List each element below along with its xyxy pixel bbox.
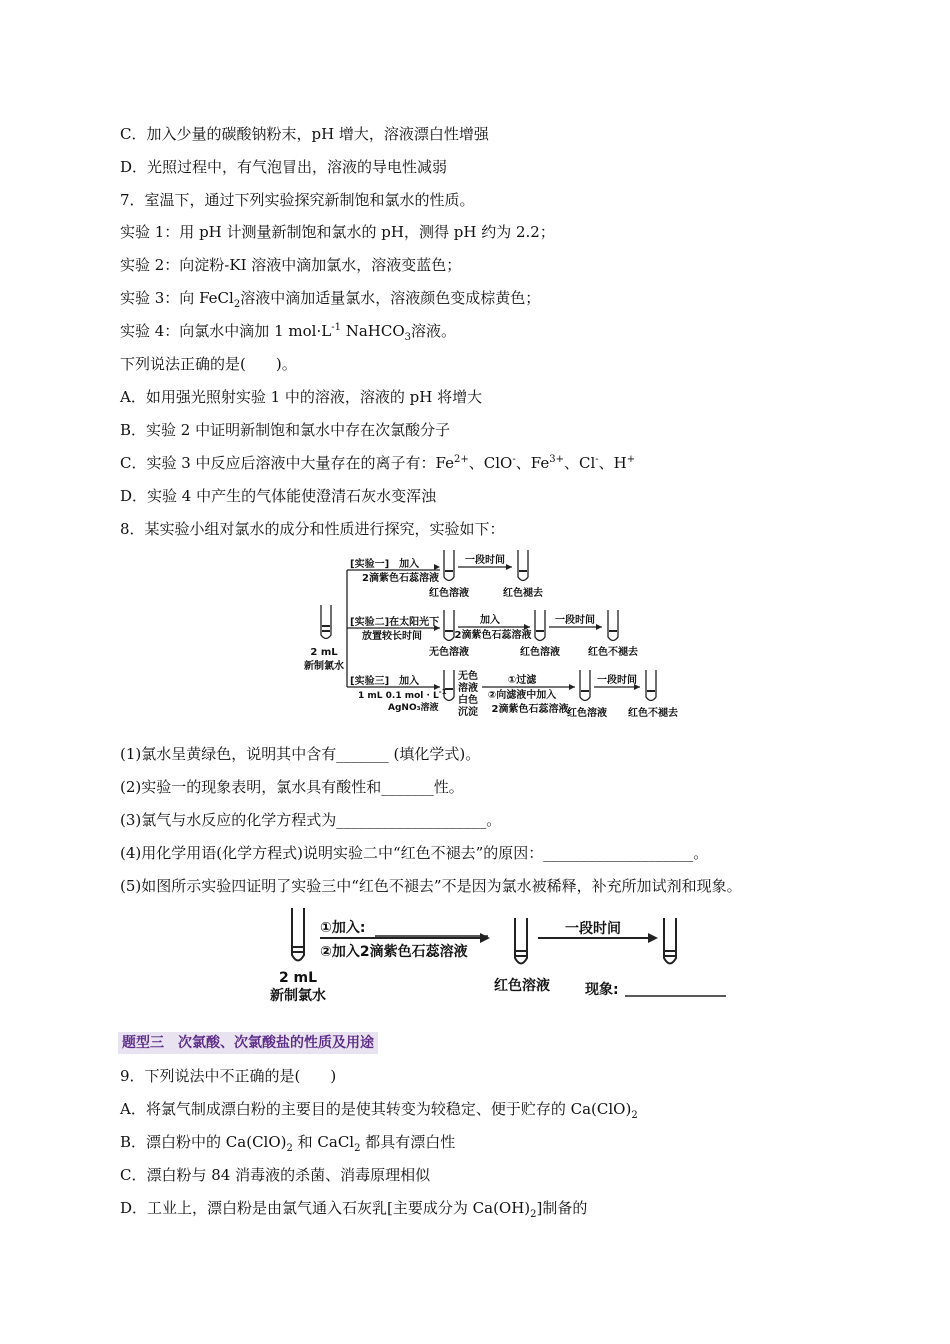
diagram1-exp1-time: 一段时间 — [465, 555, 505, 566]
exp1-tube-2-icon — [518, 550, 528, 581]
diagram1-exp3-label: [实验三] 加入 — [350, 676, 420, 687]
diagram1-exp3-step3: 2滴紫色石蕊溶液 — [491, 704, 569, 715]
q7-experiment-4: 实验 4：向氯水中滴加 1 $mol\cdot L^{-1}$ NaHCO$_3$溶液。 — [120, 322, 457, 343]
diagram2-source-name: 新制氯水 — [270, 988, 326, 1004]
diagram1-exp3-reagent1: 1 mL 0.1 mol · L — [358, 691, 439, 701]
experiment-4-diagram — [260, 900, 740, 1010]
q6-option-c: C．加入少量的碳酸钠粉末，pH 增大，溶液漂白性增强 — [120, 125, 489, 143]
diagram2-time: 一段时间 — [565, 921, 621, 937]
exp1-tube-1-icon — [444, 550, 454, 581]
section-3-title: 题型三 次氯酸、次氯酸盐的性质及用途 — [118, 1032, 378, 1054]
diagram1-exp3-obs3: 白色 — [458, 695, 478, 706]
q8-stem: 8．某实验小组对氯水的成分和性质进行探究，实验如下： — [120, 520, 505, 538]
diagram1-exp1-result1: 红色溶液 — [429, 588, 469, 599]
q7-stem: 7．室温下，通过下列实验探究新制饱和氯水的性质。 — [120, 191, 475, 209]
exp3-tube-3-icon — [646, 670, 656, 701]
q9-option-a: A．将氯气制成漂白粉的主要目的是使其转变为较稳定、便于贮存的 $Ca(ClO)_2$ — [120, 1100, 638, 1121]
diagram2-result1: 红色溶液 — [494, 978, 550, 994]
diagram1-exp3-obs1: 无色 — [458, 671, 478, 682]
q6-option-d: D．光照过程中，有气泡冒出，溶液的导电性减弱 — [120, 158, 448, 176]
diagram2-step2: ②加入2滴紫色石蕊溶液 — [320, 944, 468, 960]
exp2-tube-1-icon — [444, 610, 454, 641]
q7-experiment-2: 实验 2：向淀粉-KI 溶液中滴加氯水，溶液变蓝色； — [120, 256, 462, 274]
diagram1-exp3-reagent1-sup: -1 — [438, 688, 447, 696]
q7-experiment-1: 实验 1：用 pH 计测量新制饱和氯水的 pH，测得 pH 约为 2.2； — [120, 223, 555, 241]
q8-sub-4: (4)用化学用语(化学方程式)说明实验二中“红色不褪去”的原因：____________________。 — [120, 844, 709, 862]
diagram1-exp2-label2: 放置较长时间 — [362, 631, 422, 642]
q9-option-c: C．漂白粉与 84 消毒液的杀菌、消毒原理相似 — [120, 1166, 431, 1184]
q8-sub-3: (3)氯气与水反应的化学方程式为____________________。 — [120, 811, 502, 829]
diagram1-exp2-result2: 红色溶液 — [520, 647, 560, 658]
diagram2-phenomenon: 现象: — [585, 982, 619, 998]
q8-sub-2: (2)实验一的现象表明，氯水具有酸性和_______性。 — [120, 778, 464, 796]
q7-experiment-3: 实验 3：向 FeCl$_2$溶液中滴加适量氯水，溶液颜色变成棕黄色； — [120, 289, 541, 310]
diagram1-exp3-result2: 红色不褪去 — [628, 708, 678, 719]
diagram1-exp1-result2: 红色褪去 — [503, 588, 543, 599]
q9-option-b: B．漂白粉中的 $Ca(ClO)_2$ 和 CaCl$_2$ 都具有漂白性 — [120, 1133, 456, 1154]
diagram1-exp3-step2: ②向滤液中加入 — [487, 690, 557, 701]
experiment-flow-diagram — [290, 545, 720, 725]
q9-option-d: D．工业上，漂白粉是由氯气通入石灰乳[主要成分为 $Ca(OH)_2$]制备的 — [120, 1199, 588, 1220]
q8-sub-5: (5)如图所示实验四证明了实验三中“红色不褪去”不是因为氯水被稀释，补充所加试剂和现象。 — [120, 877, 742, 895]
diagram2-step1: ①加入: — [320, 920, 366, 936]
exp2-tube-2-icon — [535, 610, 545, 641]
q7-option-c: C．实验 3 中反应后溶液中大量存在的离子有：$Fe^{2+}$、ClO-、$Fe^{3+}$、Cl-、H+ — [120, 454, 636, 472]
diagram1-exp3-reagent2: AgNO₃溶液 — [388, 703, 439, 713]
diagram1-exp1-label: [实验一] 加入 — [350, 559, 420, 570]
exp3-tube-2-icon — [580, 670, 590, 701]
diagram1-exp2-add: 加入 — [480, 615, 500, 626]
q8-sub-1: (1)氯水呈黄绿色，说明其中含有_______ (填化学式)。 — [120, 745, 481, 763]
diagram1-exp3-obs4: 沉淀 — [458, 707, 478, 718]
source-test-tube-icon — [321, 605, 331, 639]
diagram1-exp2-label: [实验二]在太阳光下 — [350, 617, 440, 628]
q7-option-b: B．实验 2 中证明新制饱和氯水中存在次氯酸分子 — [120, 421, 451, 439]
diagram1-source-name: 新制氯水 — [304, 661, 344, 672]
exp2-tube-3-icon — [608, 610, 618, 641]
q7-option-d: D．实验 4 中产生的气体能使澄清石灰水变浑浊 — [120, 487, 437, 505]
q7-option-a: A．如用强光照射实验 1 中的溶液，溶液的 pH 将增大 — [120, 388, 483, 406]
diagram1-exp2-result3: 红色不褪去 — [588, 647, 638, 658]
diagram1-exp1-reagent: 2滴紫色石蕊溶液 — [362, 573, 439, 584]
diagram1-exp3-time: 一段时间 — [597, 675, 637, 686]
q9-stem: 9．下列说法中不正确的是( ) — [120, 1067, 337, 1085]
diagram2-source-amount: 2 mL — [278, 970, 318, 986]
diagram1-exp2-result1: 无色溶液 — [429, 647, 469, 658]
q7-question: 下列说法正确的是( )。 — [120, 355, 297, 373]
diagram1-exp3-result1: 红色溶液 — [567, 708, 607, 719]
diagram1-exp2-reagent: 2滴紫色石蕊溶液 — [454, 630, 532, 641]
diagram1-exp2-time: 一段时间 — [555, 615, 595, 626]
diagram1-exp3-obs2: 溶液 — [458, 683, 478, 694]
svg-text:1 mL 0.1 mol · L-1 — [358, 688, 447, 701]
diagram1-source-amount: 2 mL — [310, 647, 338, 658]
diagram1-exp3-step1: ①过滤 — [507, 675, 537, 686]
